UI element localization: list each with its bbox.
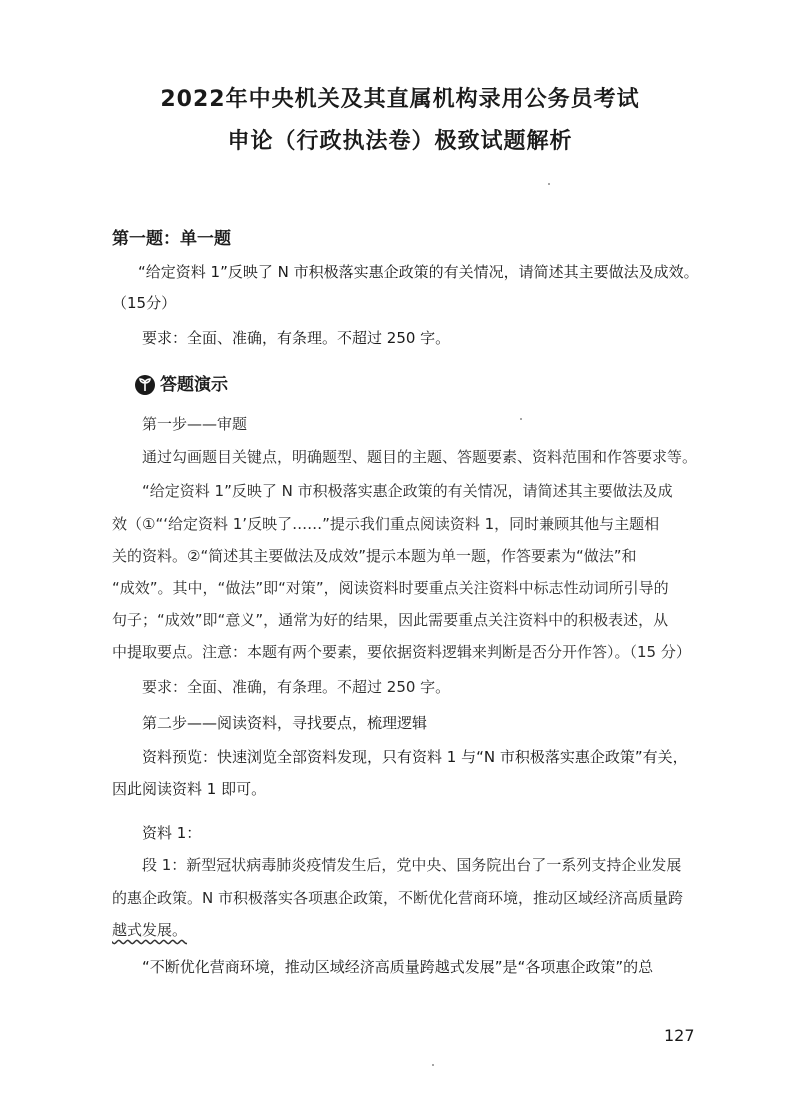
question-line-2: （15分） xyxy=(112,294,177,312)
page-number: 127 xyxy=(664,1026,695,1045)
step1-line-7: 中提取要点。注意：本题有两个要素，要依据资料逻辑来判断是否分开作答）。（15 分） xyxy=(112,643,691,661)
step1-line-5: “成效”。其中，“做法”即“对策”，阅读资料时要重点关注资料中标志性动词所引导的 xyxy=(112,579,669,597)
step1-line-4: 关的资料。②“简述其主要做法及成效”提示本题为单一题，作答要素为“做法”和 xyxy=(112,547,637,565)
step1-requirement: 要求：全面、准确，有条理。不超过 250 字。 xyxy=(142,678,451,696)
answer-demo-header xyxy=(134,374,712,396)
step1-heading: 第一步——审题 xyxy=(142,415,248,433)
material-para-line-2: 的惠企政策。N 市积极落实各项惠企政策，不断优化营商环境，推动区域经济高质量跨 xyxy=(112,889,683,907)
answer-demo-icon xyxy=(134,374,156,396)
title-line-1: 2022年中央机关及其直属机构录用公务员考试 xyxy=(160,87,640,112)
material-para-line-3: 越式发展。 xyxy=(112,921,188,939)
title-line-2: 申论（行政执法卷）极致试题解析 xyxy=(227,129,573,154)
preview-line-2: 因此阅读资料 1 即可。 xyxy=(112,780,267,798)
material-para-line-1: 段 1：新型冠状病毒肺炎疫情发生后，党中央、国务院出台了一系列支持企业发展 xyxy=(142,856,682,874)
step1-line-1: 通过勾画题目关键点，明确题型、题目的主题、答题要素、资料范围和作答要求等。 xyxy=(142,448,698,466)
scan-speck xyxy=(520,418,522,420)
material-label: 资料 1： xyxy=(142,824,202,842)
requirement-text: 要求：全面、准确，有条理。不超过 250 字。 xyxy=(142,329,451,347)
scan-speck xyxy=(548,183,550,185)
scan-speck xyxy=(432,1064,434,1066)
analysis-line: “不断优化营商环境，推动区域经济高质量跨越式发展”是“各项惠企政策”的总 xyxy=(142,958,654,976)
step2-heading: 第二步——阅读资料，寻找要点，梳理逻辑 xyxy=(142,714,428,732)
step1-line-3: 效（①“‘给定资料 1’反映了……”提示我们重点阅读资料 1，同时兼顾其他与主题相 xyxy=(112,515,660,533)
preview-line-1: 资料预览：快速浏览全部资料发现，只有资料 1 与“N 市积极落实惠企政策”有关， xyxy=(142,748,688,766)
answer-demo-label: 答题演示 xyxy=(160,375,228,395)
section-heading: 第一题：单一题 xyxy=(112,229,231,249)
step1-line-6: 句子；“成效”即“意义”，通常为好的结果，因此需要重点关注资料中的积极表述，从 xyxy=(112,611,669,629)
question-line-1: “给定资料 1”反映了 N 市积极落实惠企政策的有关情况，请简述其主要做法及成效。 xyxy=(138,263,699,281)
step1-line-2: “给定资料 1”反映了 N 市积极落实惠企政策的有关情况，请简述其主要做法及成 xyxy=(142,482,673,500)
